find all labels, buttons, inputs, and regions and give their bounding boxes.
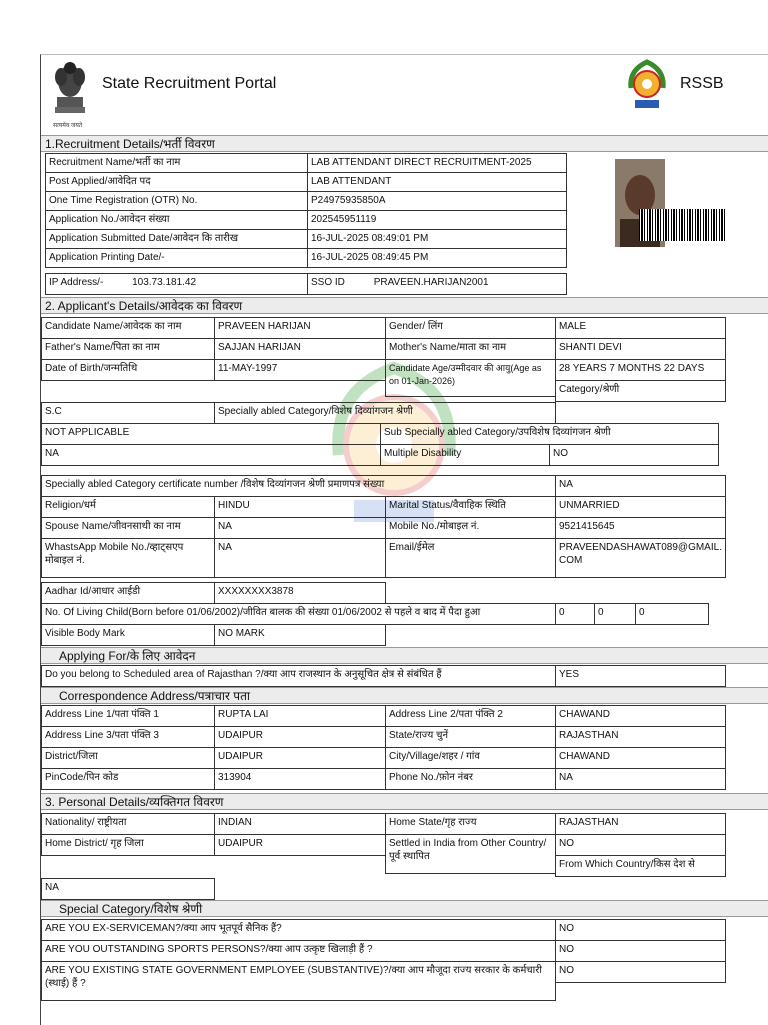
living-child-label: No. Of Living Child(Born before 01/06/2002)/जीवित बालक की संख्या 01/06/2002 से पहले व बाद में पैदा हुआ	[41, 603, 556, 625]
candidate-age-label: Candidate Age/उम्मीदवार की आयु(Age as on 01-Jan-2026)	[385, 359, 556, 397]
recruitment-name-value: LAB ATTENDANT DIRECT RECRUITMENT-2025	[307, 153, 567, 173]
home-state-value: RAJASTHAN	[555, 813, 726, 835]
printing-date-value: 16-JUL-2025 08:49:45 PM	[307, 248, 567, 268]
mobile-value: 9521415645	[555, 517, 726, 539]
marital-status-value: UNMARRIED	[555, 496, 726, 518]
mobile-label: Mobile No./मोबाइल नं.	[385, 517, 556, 539]
city-village-value: CHAWAND	[555, 747, 726, 769]
visible-body-mark-value: NO MARK	[214, 624, 386, 646]
submitted-date-label: Application Submitted Date/आवेदन कि तारीख	[45, 229, 308, 249]
religion-value: HINDU	[214, 496, 386, 518]
section-correspondence-address: Correspondence Address/पत्राचार पता	[41, 687, 768, 704]
govt-employee-value: NO	[555, 961, 726, 983]
application-form	[40, 54, 768, 1025]
home-state-label: Home State/गृह राज्य	[385, 813, 556, 835]
post-applied-label: Post Applied/आवेदित पद	[45, 172, 308, 192]
ip-address-value: 103.73.181.42	[132, 277, 197, 288]
scheduled-area-value: YES	[555, 665, 726, 687]
ex-serviceman-value: NO	[555, 919, 726, 941]
settled-value: NO	[555, 834, 726, 856]
category-label: Category/श्रेणी	[555, 380, 726, 402]
specially-abled-label: Specially abled Category/विशेष दिव्यांगजन श्रेणी	[214, 402, 556, 424]
org-name: RSSB	[680, 75, 724, 92]
living-child-value-2: 0	[594, 603, 636, 625]
recruitment-name-label: Recruitment Name/भर्ती का नाम	[45, 153, 308, 173]
barcode	[639, 209, 727, 241]
email-value: PRAVEENDASHAWAT089@GMAIL.COM	[555, 538, 726, 578]
category-value: S.C	[41, 402, 215, 424]
form-header	[41, 55, 768, 135]
from-which-country-label: From Which Country/किस देश से	[555, 855, 726, 877]
email-label: Email/ईमेल	[385, 538, 556, 578]
aadhar-value: XXXXXXXX3878	[214, 582, 386, 604]
national-emblem-icon	[49, 59, 91, 119]
nationality-label: Nationality/ राष्ट्रीयता	[41, 813, 215, 835]
gender-label: Gender/ लिंग	[385, 317, 556, 339]
address-line-1-label: Address Line 1/पता पंक्ति 1	[41, 705, 215, 727]
sso-cell	[307, 273, 567, 295]
sports-person-label: ARE YOU OUTSTANDING SPORTS PERSONS?/क्या आप उत्कृष्ट खिलाड़ी हैं ?	[41, 940, 556, 962]
address-line-3-value: UDAIPUR	[214, 726, 386, 748]
living-child-value-3: 0	[635, 603, 709, 625]
multiple-disability-value: NO	[549, 444, 719, 466]
spouse-name-label: Spouse Name/जीवनसाथी का नाम	[41, 517, 215, 539]
section-recruitment-details: 1.Recruitment Details/भर्ती विवरण	[41, 135, 768, 152]
scheduled-area-label: Do you belong to Scheduled area of Rajasthan ?/क्या आप राजस्थान के अनुसूचित क्षेत्र से संबंधित हैं	[41, 665, 556, 687]
ex-serviceman-label: ARE YOU EX-SERVICEMAN?/क्या आप भूतपूर्व सैनिक हैं?	[41, 919, 556, 941]
otr-value: P24975935850A	[307, 191, 567, 211]
post-applied-value: LAB ATTENDANT	[307, 172, 567, 192]
portal-title: State Recruitment Portal	[102, 75, 277, 92]
sa-certificate-value: NA	[555, 475, 726, 497]
address-line-1-value: RUPTA LAI	[214, 705, 386, 727]
religion-label: Religion/धर्म	[41, 496, 215, 518]
sub-specially-abled-label: Sub Specially abled Category/उपविशेष दिव्यांगजन श्रेणी	[380, 423, 719, 445]
nationality-value: INDIAN	[214, 813, 386, 835]
address-line-2-value: CHAWAND	[555, 705, 726, 727]
phone-value: NA	[555, 768, 726, 790]
address-line-2-label: Address Line 2/पता पंक्ति 2	[385, 705, 556, 727]
ip-address-cell	[45, 273, 308, 295]
pincode-label: PinCode/पिन कोड	[41, 768, 215, 790]
whatsapp-label: WhastsApp Mobile No./व्हाट्सएप मोबाइल नं.	[41, 538, 215, 578]
rssb-seal-icon	[625, 58, 669, 113]
candidate-name-label: Candidate Name/आवेदक का नाम	[41, 317, 215, 339]
sa-certificate-label: Specially abled Category certificate number /विशेष दिव्यांगजन श्रेणी प्रमाणपत्र संख्या	[41, 475, 556, 497]
section-personal-details: 3. Personal Details/व्यक्तिगत विवरण	[41, 793, 768, 810]
application-no-label: Application No./आवेदन संख्या	[45, 210, 308, 230]
marital-status-label: Marital Status/वैवाहिक स्थिति	[385, 496, 556, 518]
district-label: District/जिला	[41, 747, 215, 769]
aadhar-label: Aadhar Id/आधार आईडी	[41, 582, 215, 604]
emblem-caption: सत्यमेव जयते	[53, 123, 83, 129]
dob-value: 11-MAY-1997	[214, 359, 386, 381]
sports-person-value: NO	[555, 940, 726, 962]
living-child-value-1: 0	[555, 603, 595, 625]
city-village-label: City/Village/शहर / गांव	[385, 747, 556, 769]
sub-specially-abled-value: NA	[41, 444, 381, 466]
pincode-value: 313904	[214, 768, 386, 790]
sso-value: PRAVEEN.HARIJAN2001	[373, 277, 489, 288]
govt-employee-label: ARE YOU EXISTING STATE GOVERNMENT EMPLOYEE (SUBSTANTIVE)?/क्या आप मौजूदा राज्य सरकार के कर्मचारी (स्थाई) हैं ?	[41, 961, 556, 1001]
settled-label: Settled in India from Other Country/पूर्व स्थापित	[385, 834, 556, 874]
address-line-3-label: Address Line 3/पता पंक्ति 3	[41, 726, 215, 748]
submitted-date-value: 16-JUL-2025 08:49:01 PM	[307, 229, 567, 249]
home-district-label: Home District/ गृह जिला	[41, 834, 215, 856]
mother-name-value: SHANTI DEVI	[555, 338, 726, 360]
from-which-country-value: NA	[41, 878, 215, 900]
section-special-category: Special Category/विशेष श्रेणी	[41, 900, 768, 917]
phone-label: Phone No./फ़ोन नंबर	[385, 768, 556, 790]
printing-date-label: Application Printing Date/-	[45, 248, 308, 268]
father-name-value: SAJJAN HARIJAN	[214, 338, 386, 360]
state-value: RAJASTHAN	[555, 726, 726, 748]
sso-label: SSO ID	[311, 277, 345, 288]
section-applicant-details: 2. Applicant's Details/आवेदक का विवरण	[41, 297, 768, 314]
spouse-name-value: NA	[214, 517, 386, 539]
district-value: UDAIPUR	[214, 747, 386, 769]
home-district-value: UDAIPUR	[214, 834, 386, 856]
application-no-value: 202545951119	[307, 210, 567, 230]
visible-body-mark-label: Visible Body Mark	[41, 624, 215, 646]
section-applying-for: Applying For/के लिए आवेदन	[41, 647, 768, 664]
gender-value: MALE	[555, 317, 726, 339]
ip-address-label: IP Address/-	[49, 277, 104, 288]
state-label: State/राज्य चुनें	[385, 726, 556, 748]
specially-abled-value: NOT APPLICABLE	[41, 423, 381, 445]
candidate-age-value: 28 YEARS 7 MONTHS 22 DAYS	[555, 359, 726, 381]
dob-label: Date of Birth/जन्मतिथि	[41, 359, 215, 381]
father-name-label: Father's Name/पिता का नाम	[41, 338, 215, 360]
mother-name-label: Mother's Name/माता का नाम	[385, 338, 556, 360]
otr-label: One Time Registration (OTR) No.	[45, 191, 308, 211]
multiple-disability-label: Multiple Disability	[380, 444, 550, 466]
whatsapp-value: NA	[214, 538, 386, 578]
candidate-name-value: PRAVEEN HARIJAN	[214, 317, 386, 339]
